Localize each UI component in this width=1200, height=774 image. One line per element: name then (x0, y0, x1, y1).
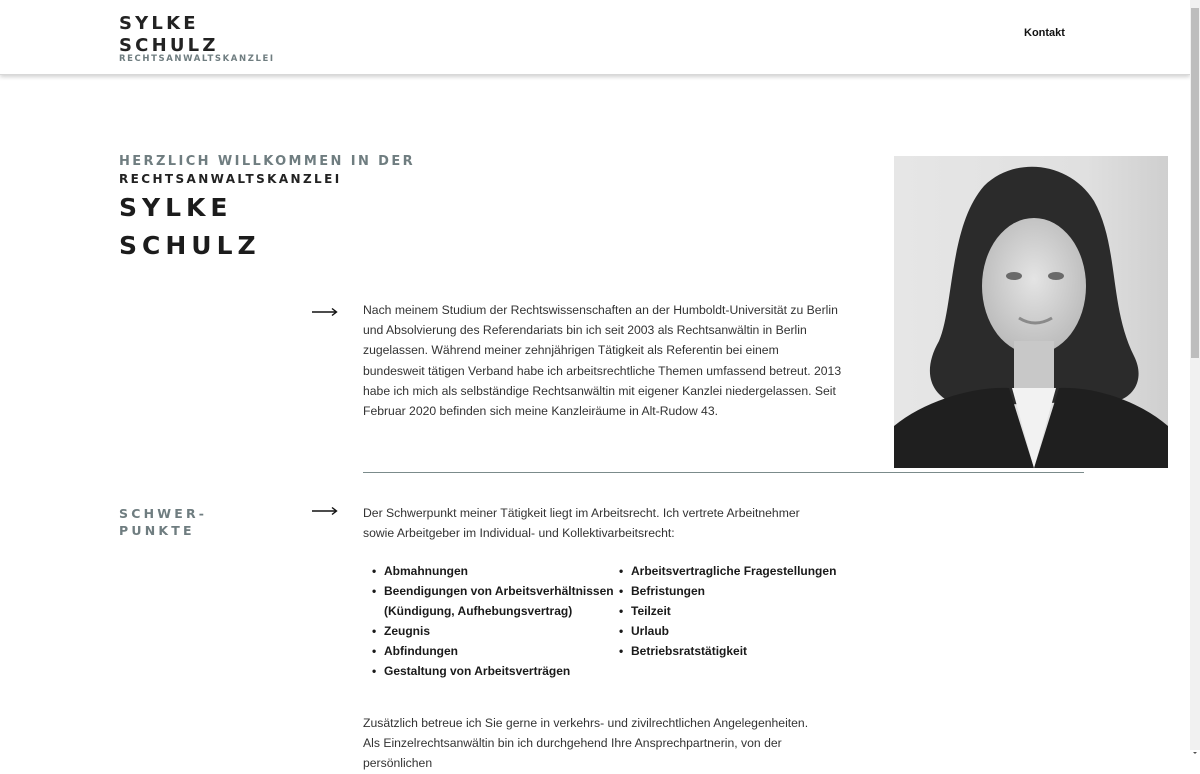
lawyer-name-line1: SYLKE (119, 193, 233, 222)
list-item: • Gestaltung von Arbeitsverträgen (364, 661, 614, 681)
intro-paragraph: Nach meinem Studium der Rechtswissenschaften an der Humboldt-Universität zu Berlin und Absolvierung des Referendariats bin ich seit 2003 als Rechtsanwältin in Berlin zugelassen. Während meiner zehnjährigen Tätigkeit als Referentin bei einem bundesweit tätigen Verband habe ich arbeitsrechtliche Themen umfassend betreut. 2013 habe ich mich als selbständige Rechtsanwältin mit eigener Kanzlei niedergelassen. Seit Februar 2020 befinden sich meine Kanzleiräume in Alt-Rudow 43. (363, 303, 842, 419)
site-logo[interactable] (119, 13, 275, 64)
focus-heading-line2: PUNKTE (119, 523, 195, 538)
list-item: • Abfindungen (364, 641, 614, 661)
logo-subtitle: RECHTSANWALTSKANZLEI (119, 54, 275, 64)
welcome-line1: HERZLICH WILLKOMMEN IN DER (119, 154, 416, 169)
logo-name-line2: SCHULZ (119, 35, 219, 56)
list-item: • Urlaub (611, 621, 851, 641)
nav-link-kontakt[interactable]: Kontakt (1024, 27, 1065, 39)
portrait-photo (894, 156, 1168, 468)
list-item: • Beendigungen von Arbeitsverhältnissen (Kündigung, Aufhebungsvertrag) (364, 581, 614, 621)
focus-list-left (364, 561, 614, 681)
list-item: • Zeugnis (364, 621, 614, 641)
logo-name-line1: SYLKE (119, 13, 199, 34)
focus-heading-line1: SCHWER- (119, 506, 208, 521)
focus-section-heading (119, 505, 207, 539)
focus-list-right (611, 561, 851, 661)
focus-intro-paragraph: Der Schwerpunkt meiner Tätigkeit liegt im Arbeitsrecht. Ich vertrete Arbeitnehmer sowie Arbeitgeber im Individual- und Kollektivarbeitsrecht: (363, 506, 800, 541)
section-divider (363, 472, 1084, 473)
list-item: • Befristungen (611, 581, 851, 601)
lawyer-name-line2: SCHULZ (119, 231, 261, 260)
scroll-down-arrow-icon[interactable] (1190, 742, 1200, 750)
additional-info (363, 713, 843, 774)
scroll-up-arrow-icon[interactable] (1190, 0, 1200, 8)
list-item: • Teilzeit (611, 601, 851, 621)
scrollbar-thumb[interactable] (1191, 8, 1199, 358)
long-arrow-right-icon (312, 506, 338, 516)
welcome-heading (119, 154, 415, 264)
welcome-line2: RECHTSANWALTSKANZLEI (119, 172, 342, 186)
portrait-image-icon (894, 156, 1168, 468)
list-item: • Abmahnungen (364, 561, 614, 581)
additional-info-line2: Als Einzelrechtsanwältin bin ich durchgehend Ihre Ansprechpartnerin, von der persönlichen (363, 736, 782, 771)
list-item: • Arbeitsvertragliche Fragestellungen (611, 561, 851, 581)
long-arrow-right-icon (312, 307, 338, 317)
vertical-scrollbar[interactable] (1190, 0, 1200, 750)
site-header (0, 0, 1190, 75)
list-item: • Betriebsratstätigkeit (611, 641, 851, 661)
additional-info-line1: Zusätzlich betreue ich Sie gerne in verkehrs- und zivilrechtlichen Angelegenheiten. (363, 716, 809, 730)
